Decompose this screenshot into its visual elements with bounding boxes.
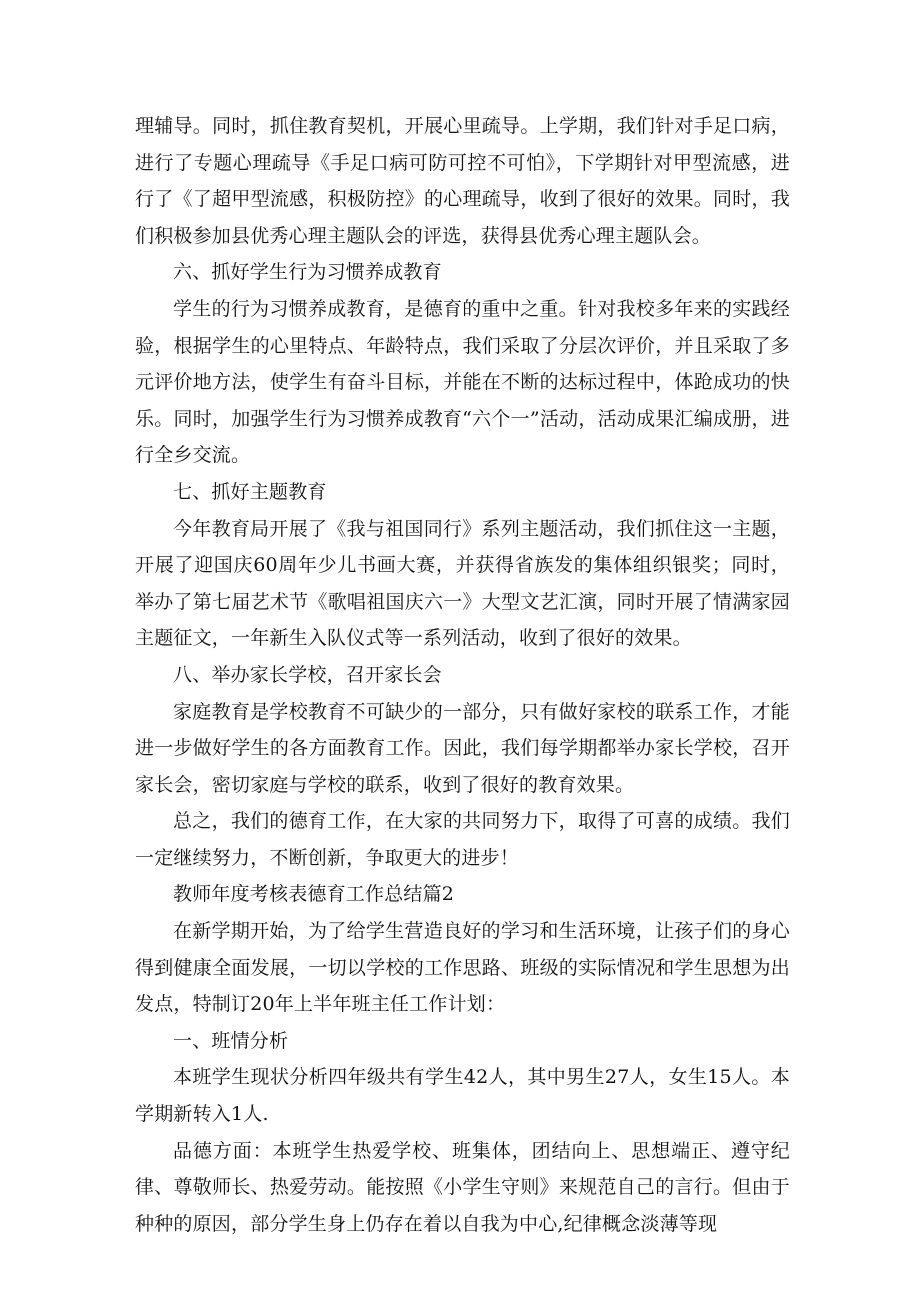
heading-article-2-title: 教师年度考核表德育工作总结篇2 [173,883,455,906]
paragraph-parent-school: 家庭教育是学校教育不可缺少的一部分，只有做好家校的联系工作，才能进一步做好学生的各方面教育工作。因此，我们每学期都举办家长学校，召开家长会，密切家庭与学校的联系，收到了很好的教育效果。 [135,700,790,796]
document-body [135,108,790,1242]
paragraph-new-semester: 在新学期开始，为了给学生营造良好的学习和生活环境，让孩子们的身心得到健康全面发展，一切以学校的工作思路、班级的实际情况和学生思想为出发点，特制订20年上半年班主任工作计划： [135,920,790,1016]
paragraph-behavior-habits: 学生的行为习惯养成教育，是德育的重中之重。针对我校多年来的实践经验，根据学生的心里特点、年龄特点，我们采取了分层次评价，并且采取了多元评价地方法，使学生有奋斗目标，并能在不断的达标过程中，体跄成功的快乐。同时，加强学生行为习惯养成教育“六个一”活动，活动成果汇编成册，进行全乡交流。 [135,297,790,467]
paragraph-conclusion: 总之，我们的德育工作，在大家的共同努力下，取得了可喜的成绩。我们一定继续努力，不断创新，争取更大的进步！ [135,810,790,869]
heading-theme-education: 七、抓好主题教育 [173,480,327,503]
paragraph-student-count: 本班学生现状分析四年级共有学生42人，其中男生27人，女生15人。本学期新转入1人. [135,1066,790,1126]
paragraph-moral-aspect: 品德方面：本班学生热爱学校、班集体，团结向上、思想端正、遵守纪律、尊敬师长、热爱劳动。能按照《小学生守则》来规范自己的言行。但由于种种的原因，部分学生身上仍存在着以自我为中心,纪律概念淡薄等现 [135,1139,790,1235]
paragraph-theme-education: 今年教育局开展了《我与祖国同行》系列主题活动，我们抓住这一主题，开展了迎国庆60周年少儿书画大赛，并获得省族发的集体组织银奖；同时，举办了第七届艺术节《歌唱祖国庆六一》大型文艺汇演，同时开展了情满家园主题征文，一年新生入队仪式等一系列活动，收到了很好的效果。 [135,517,790,650]
heading-class-analysis: 一、班情分析 [173,1029,289,1052]
heading-parent-school: 八、举办家长学校，召开家长会 [173,663,442,686]
paragraph-psych-counseling: 理辅导。同时，抓住教育契机，开展心里疏导。上学期，我们针对手足口病，进行了专题心理疏导《手足口病可防可控不可怕》，下学期针对甲型流感，进行了《了超甲型流感，积极防控》的心理疏导，收到了很好的效果。同时，我们积极参加县优秀心理主题队会的评选，获得县优秀心理主题队会。 [135,115,790,247]
heading-behavior-habits: 六、抓好学生行为习惯养成教育 [173,261,442,284]
